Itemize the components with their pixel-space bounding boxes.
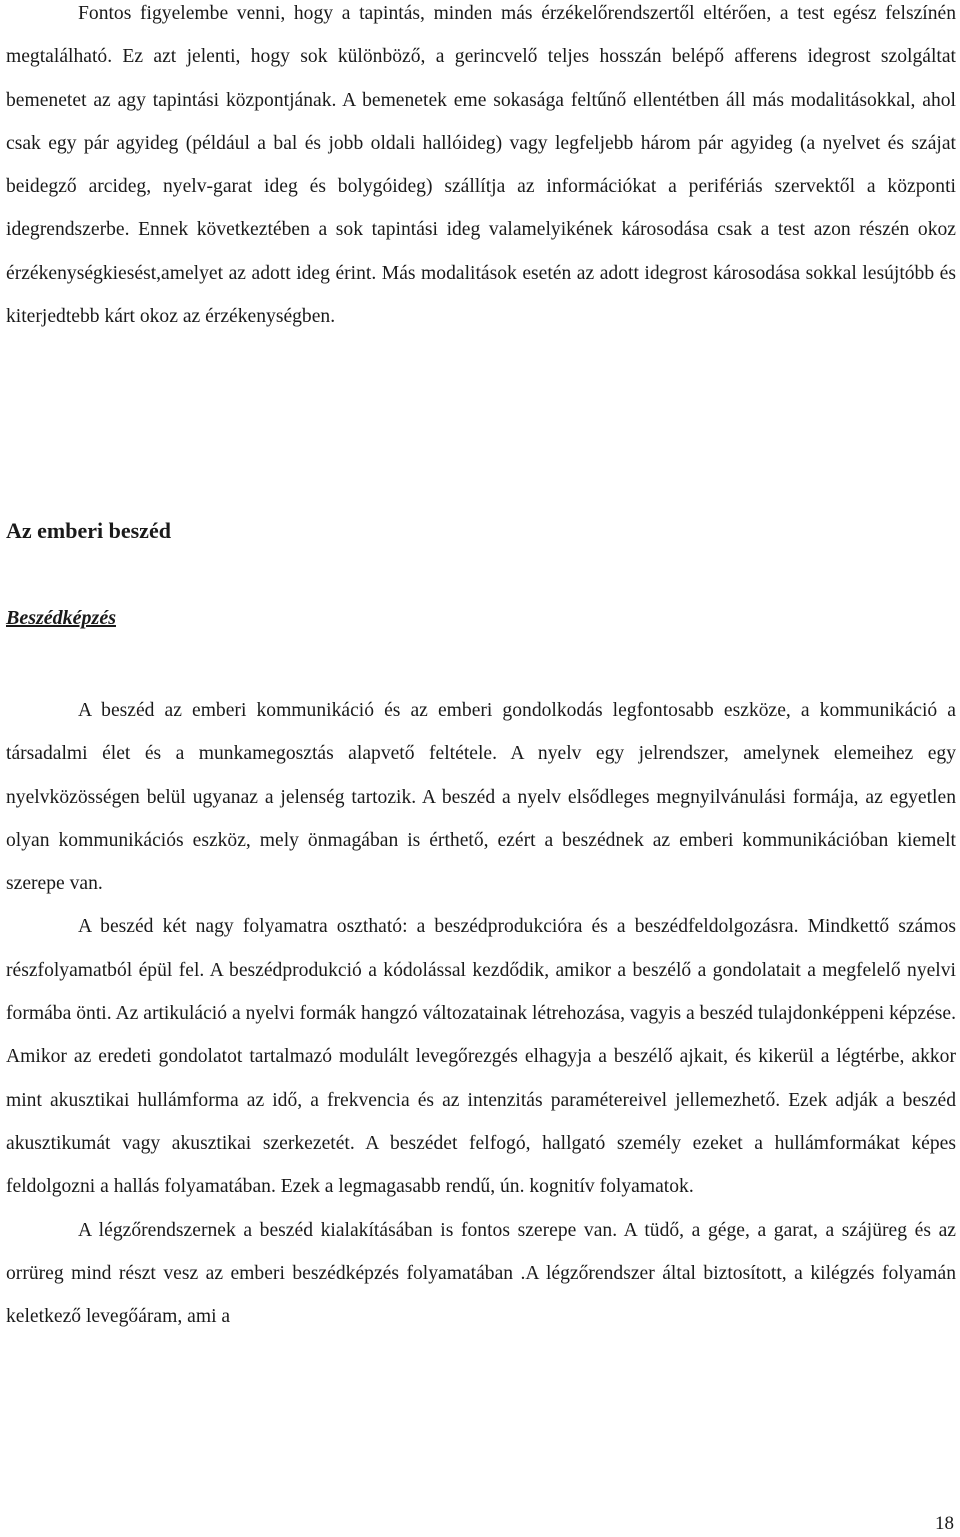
body-paragraph: A beszéd két nagy folyamatra osztható: a beszédprodukcióra és a beszédfeldolgozásra. Mindkettő számos részfolyamatból épül fel. A beszédprodukció a kódolással kezdődik, amikor a beszélő a gondolatait a megfelelő nyelvi formába önti. Az artikuláció a nyelvi formák hangzó változatainak létrehozása, vagyis a beszéd tulajdonképpeni képzése. Amikor az eredeti gondolatot tartalmazó modulált levegőrezgés elhagyja a beszélő ajkait, és kikerül a légtérbe, akkor mint akusztikai hullámforma az idő, a frekvencia és az intenzitás paramétereivel jellemezhető. Ezek adják a beszéd akusztikumát vagy akusztikai szerkezetét. A beszédet felfogó, hallgató személy ezeket a hullámformákat képes feldolgozni a hallás folyamatában. Ezek a legmagasabb rendű, ún. kognitív folyamatok. — [6, 916, 956, 1198]
page-number: 18 — [935, 1513, 954, 1534]
intro-paragraph: Fontos figyelembe venni, hogy a tapintás, minden más érzékelőrendszertől eltérően, a test egész felszínén megtalálható. Ez azt jelenti, hogy sok különböző, a gerincvelő teljes hosszán belépő afferens idegrost szolgáltat bemenetet az agy tapintási központjának. A bemenetek eme sokasága feltűnő ellentétben áll más modalitásokkal, ahol csak egy pár agyideg (például a bal és jobb oldali hallóideg) vagy legfeljebb három pár agyideg (a nyelvet és szájat beidegző arcideg, nyelv-garat ideg és bolygóideg) szállítja az információkat a perifériás szervektől a központi idegrendszerbe. Ennek következtében a sok tapintási ideg valamelyikének károsodása csak a test azon részén okoz érzékenységkiesést,amelyet az adott ideg érint. Más modalitások esetén az adott idegrost károsodása sokkal lesújtóbb és kiterjedtebb kárt okoz az érzékenységben. — [6, 3, 956, 328]
body-text — [6, 689, 956, 1338]
body-paragraph: A légzőrendszernek a beszéd kialakításában is fontos szerepe van. A tüdő, a gége, a garat, a szájüreg és az orrüreg mind részt vesz az emberi beszédképzés folyamatában .A légzőrendszer által biztosított, a kilégzés folyamán keletkező levegőáram, ami a — [6, 1219, 956, 1328]
section-heading: Az emberi beszéd — [6, 518, 171, 543]
body-paragraph: A beszéd az emberi kommunikáció és az emberi gondolkodás legfontosabb eszköze, a kommunikáció a társadalmi élet és a munkamegosztás alapvető feltétele. A nyelv egy jelrendszer, amelynek elemeihez egy nyelvközösségen belül ugyanaz a jelenség tartozik. A beszéd a nyelv elsődleges megnyilvánulási formája, az egyetlen olyan kommunikációs eszköz, mely önmagában is érthető, ezért a beszédnek az emberi kommunikációban kiemelt szerepe van. — [6, 700, 956, 895]
section-subheading: Beszédképzés — [6, 607, 116, 629]
